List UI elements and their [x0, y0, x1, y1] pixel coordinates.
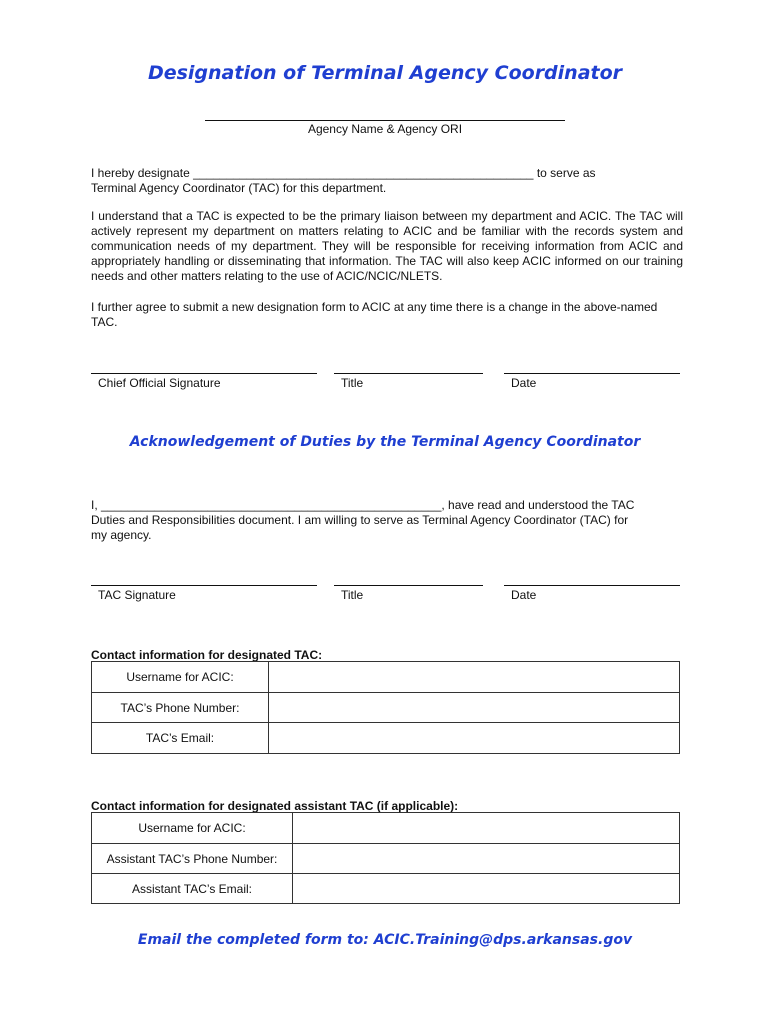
assistant-email-field[interactable] — [293, 874, 680, 904]
tac-username-field[interactable] — [269, 662, 680, 693]
table-row — [92, 693, 680, 723]
chief-signature-line[interactable] — [91, 373, 317, 374]
agency-caption: Agency Name & Agency ORI — [307, 122, 463, 136]
page-title: Designation of Terminal Agency Coordinator — [147, 62, 623, 84]
chief-date-line[interactable] — [504, 373, 680, 374]
designate-line-2: Terminal Agency Coordinator (TAC) for this department. — [91, 181, 387, 195]
tac-phone-field[interactable] — [269, 693, 680, 723]
tac-title-line[interactable] — [334, 585, 483, 586]
chief-signature-label: Chief Official Signature — [98, 376, 221, 390]
tac-signature-line[interactable] — [91, 585, 317, 586]
chief-title-line[interactable] — [334, 373, 483, 374]
table-row — [92, 813, 680, 844]
designate-prefix: I hereby designate — [91, 166, 190, 180]
table-row — [92, 723, 680, 754]
chief-title-label: Title — [341, 376, 364, 390]
chief-date-label: Date — [511, 376, 537, 390]
assistant-contact-table — [91, 812, 680, 904]
tac-username-label: Username for ACIC: — [92, 662, 269, 693]
designate-suffix: to serve as — [536, 166, 596, 180]
table-row — [92, 662, 680, 693]
tac-date-label: Date — [511, 588, 537, 602]
tac-email-label: TAC’s Email: — [92, 723, 269, 754]
assistant-username-field[interactable] — [293, 813, 680, 844]
email-instruction: Email the completed form to: ACIC.Training@dps.arkansas.gov — [137, 932, 633, 948]
tac-expectations-paragraph: I understand that a TAC is expected to be the primary liaison between my department and ACIC. The TAC will actively represent my department on matters relating to ACIC and be familiar with the records system and communication needs of my department. They will be responsible for receiving information from ACIC and appropriately handling or disseminating that information. The TAC will also keep ACIC informed on our training needs and other matters relating to the use of ACIC/NCIC/NLETS. — [91, 209, 683, 283]
ack-line-1[interactable]: I, ___________________________________________________, have read and understood the TAC — [91, 498, 635, 512]
assistant-phone-label: Assistant TAC’s Phone Number: — [92, 844, 293, 874]
assistant-contact-heading: Contact information for designated assistant TAC (if applicable): — [91, 799, 459, 813]
ack-line-2: Duties and Responsibilities document. I am willing to serve as Terminal Agency Coordinator (TAC) for — [91, 513, 629, 527]
assistant-email-label: Assistant TAC’s Email: — [92, 874, 293, 904]
designee-blank[interactable]: ___________________________________________________ — [193, 166, 534, 180]
ack-line-3: my agency. — [91, 528, 152, 542]
tac-phone-label: TAC’s Phone Number: — [92, 693, 269, 723]
table-row — [92, 844, 680, 874]
tac-contact-heading: Contact information for designated TAC: — [91, 648, 323, 662]
tac-contact-table — [91, 661, 680, 754]
tac-signature-label: TAC Signature — [98, 588, 176, 602]
table-row — [92, 874, 680, 904]
designate-line — [91, 166, 681, 181]
assistant-username-label: Username for ACIC: — [92, 813, 293, 844]
tac-title-label: Title — [341, 588, 364, 602]
agreement-paragraph: I further agree to submit a new designation form to ACIC at any time there is a change in the above-named TAC. — [91, 300, 658, 329]
acknowledgement-title: Acknowledgement of Duties by the Terminal Agency Coordinator — [129, 434, 641, 450]
agency-name-line[interactable] — [205, 120, 565, 121]
tac-date-line[interactable] — [504, 585, 680, 586]
tac-email-field[interactable] — [269, 723, 680, 754]
assistant-phone-field[interactable] — [293, 844, 680, 874]
